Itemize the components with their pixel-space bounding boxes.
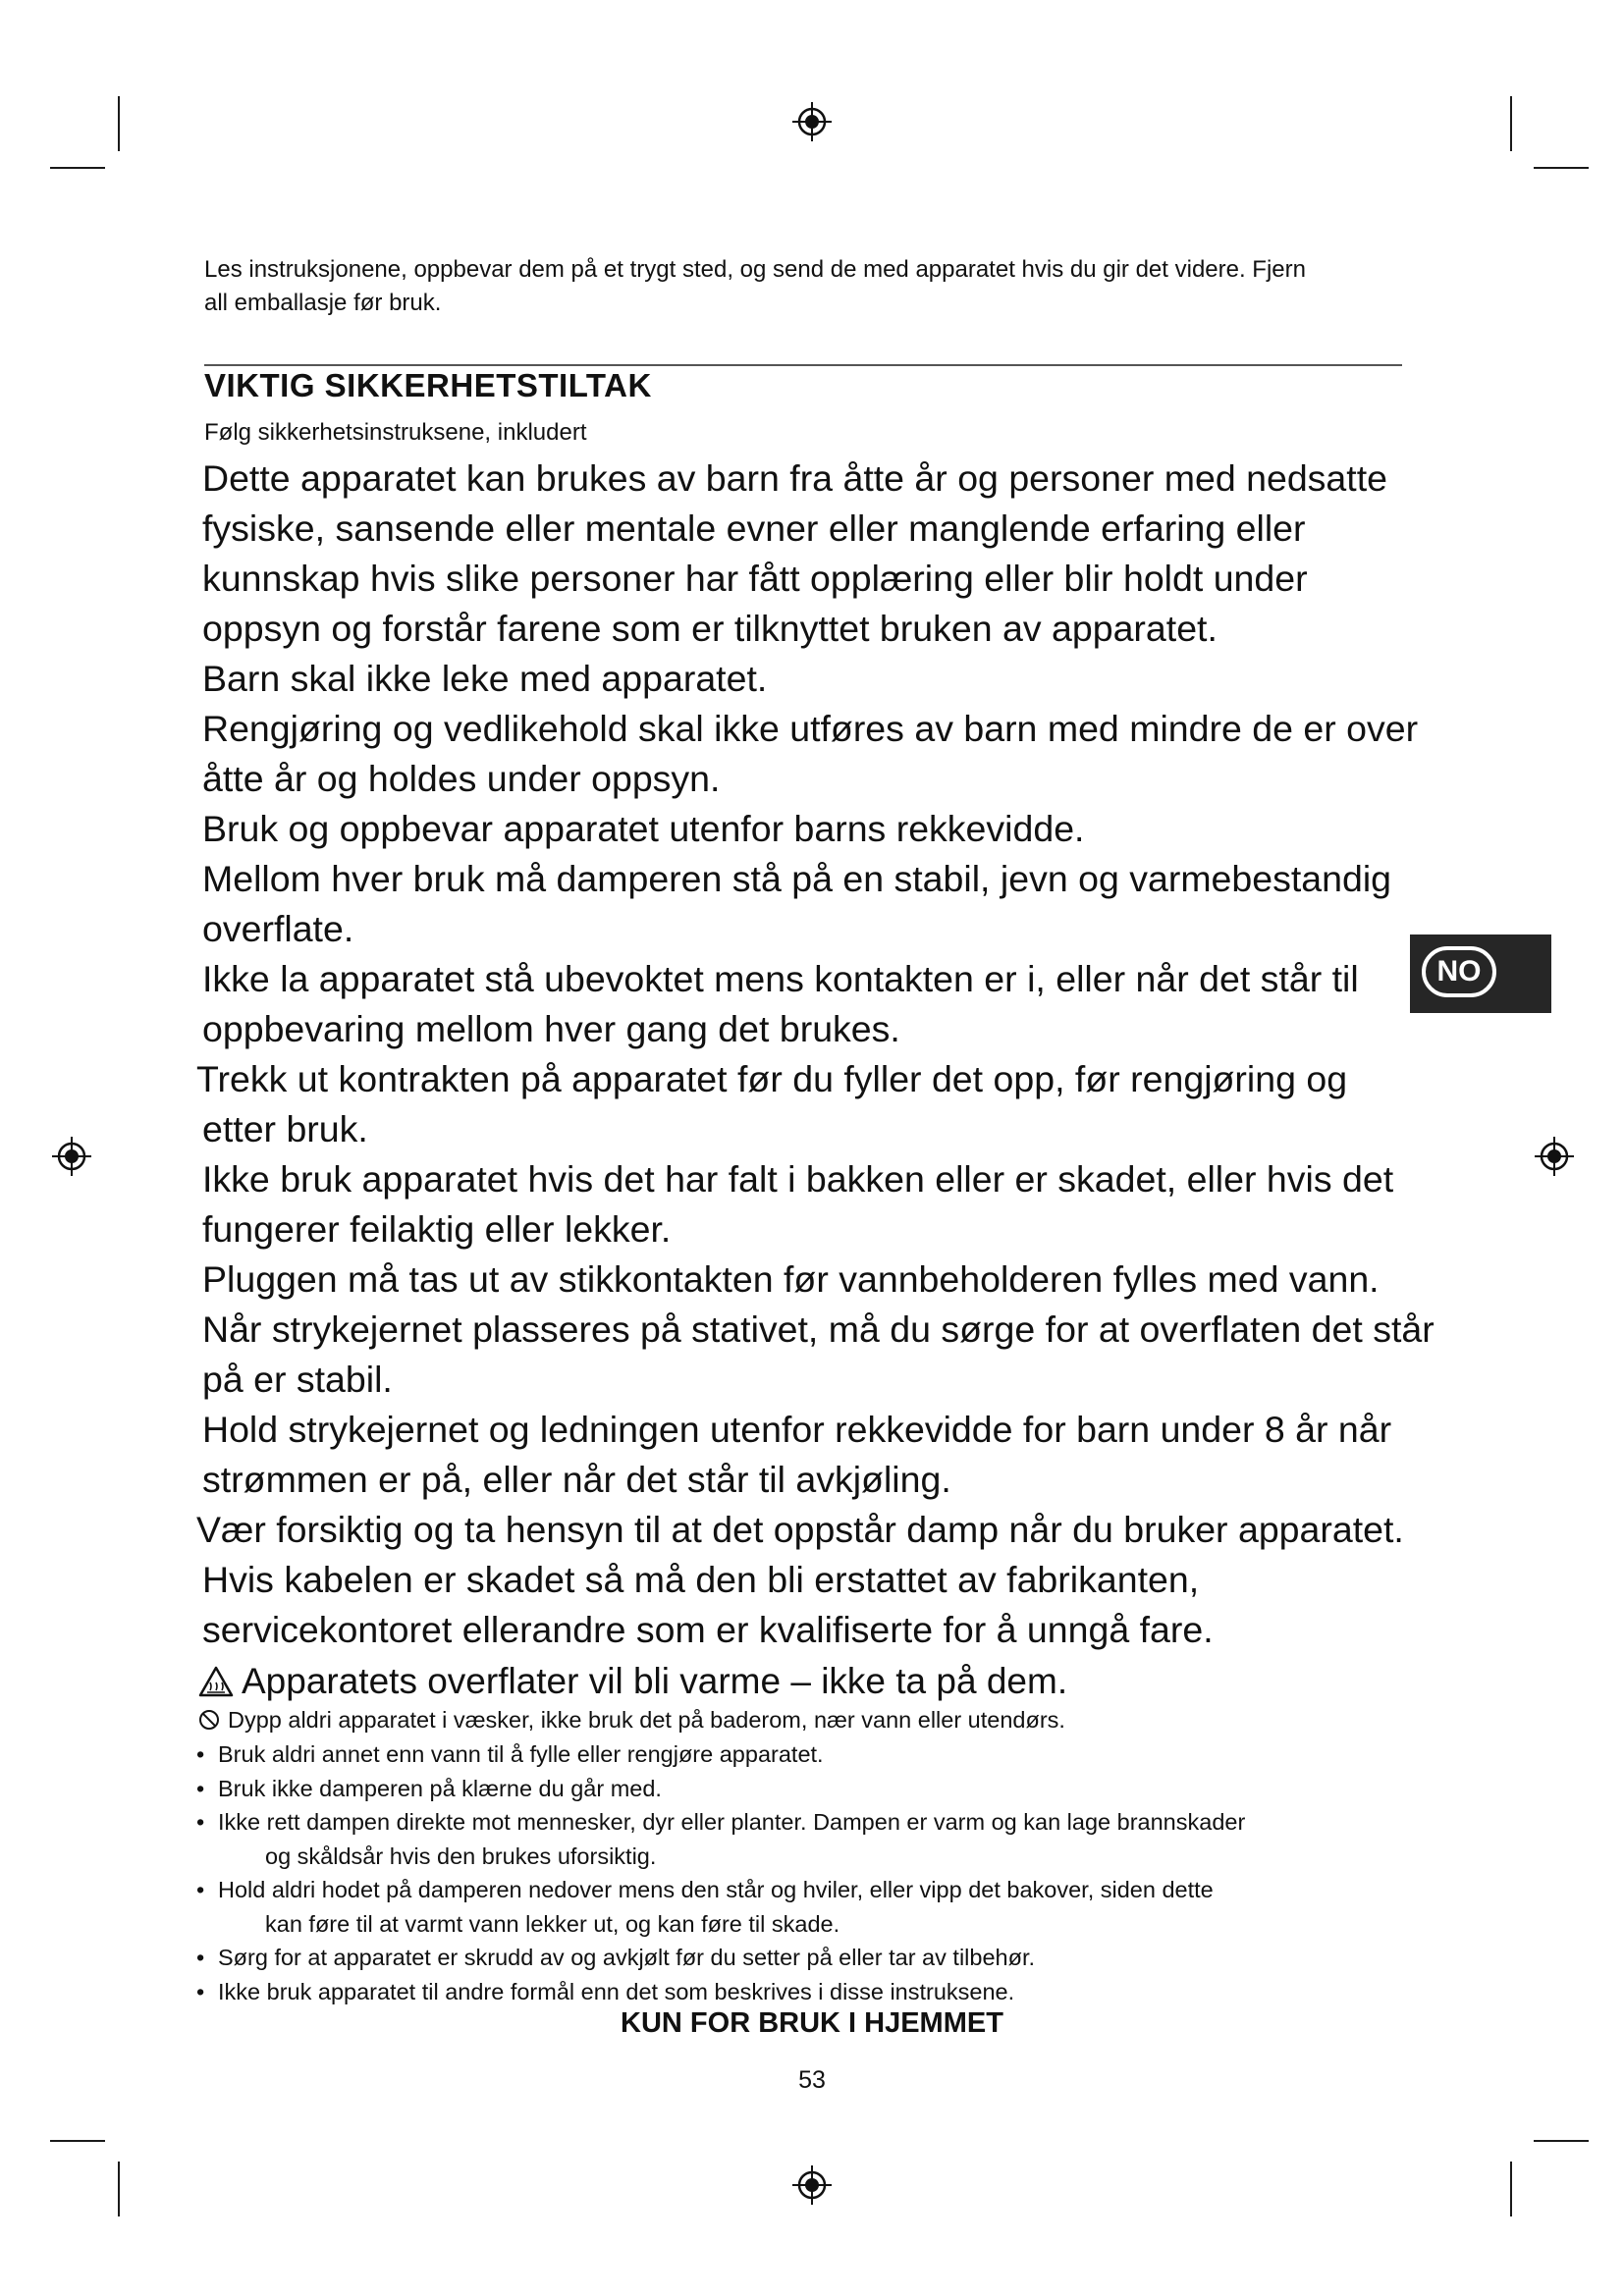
- large-instructions-list: [196, 454, 1439, 1655]
- intro-paragraph: [204, 253, 1402, 320]
- crop-mark-top-right-vertical: [1510, 96, 1512, 151]
- instruction-line: Vær forsiktig og ta hensyn til at det oppstår damp når du bruker apparatet.: [196, 1509, 1404, 1550]
- hot-surface-warning: [198, 1659, 1067, 1704]
- hot-surface-warning-icon: [198, 1666, 234, 1697]
- instruction-line: Ikke la apparatet stå ubevoktet mens kontakten er i, eller når det står til: [202, 958, 1359, 999]
- instruction-line: Mellom hver bruk må damperen stå på en stabil, jevn og varmebestandig: [202, 858, 1392, 899]
- list-item-text: Hold aldri hodet på damperen nedover mens den står og hviler, eller vipp det bakover, siden dette: [218, 1877, 1214, 1902]
- household-use-note: KUN FOR BRUK I HJEMMET: [621, 2007, 1003, 2039]
- instruction-line: åtte år og holdes under oppsyn.: [202, 758, 721, 799]
- registration-mark-icon: [791, 2164, 833, 2206]
- list-item-text: Ikke rett dampen direkte mot mennesker, dyr eller planter. Dampen er varm og kan lage brannskader: [218, 1809, 1246, 1835]
- registration-mark-icon: [1534, 1136, 1575, 1177]
- instruction-line: Barn skal ikke leke med apparatet.: [202, 658, 768, 699]
- instruction-line: servicekontoret ellerandre som er kvalifiserte for å unngå fare.: [202, 1609, 1214, 1650]
- instruction-line: Rengjøring og vedlikehold skal ikke utføres av barn med mindre de er over: [202, 708, 1419, 749]
- list-item-text: Bruk ikke damperen på klærne du går med.: [218, 1775, 662, 1801]
- instruction-line: oppbevaring mellom hver gang det brukes.: [202, 1008, 900, 1049]
- registration-mark-icon: [791, 101, 833, 142]
- section-heading: VIKTIG SIKKERHETSTILTAK: [204, 367, 652, 403]
- prohibition-note-text: Dypp aldri apparatet i væsker, ikke bruk det på baderom, nær vann eller utendørs.: [228, 1707, 1065, 1733]
- instruction-line: Bruk og oppbevar apparatet utenfor barns rekkevidde.: [202, 808, 1085, 849]
- page-number: 53: [798, 2066, 826, 2094]
- crop-mark-top-left-vertical: [118, 96, 120, 151]
- language-badge: NO: [1422, 946, 1496, 997]
- instruction-line: på er stabil.: [202, 1359, 393, 1400]
- instruction-line: Ikke bruk apparatet hvis det har falt i bakken eller er skadet, eller hvis det: [202, 1158, 1394, 1200]
- prohibition-icon: [198, 1709, 220, 1731]
- instruction-line: Når strykejernet plasseres på stativet, må du sørge for at overflaten det står: [202, 1308, 1435, 1350]
- list-item: [196, 1805, 1414, 1873]
- instruction-line: strømmen er på, eller når det står til avkjøling.: [202, 1459, 951, 1500]
- list-item: [196, 1975, 1414, 2009]
- hot-surface-warning-text: Apparatets overflater vil bli varme – ikke ta på dem.: [242, 1661, 1068, 1701]
- instruction-line: Dette apparatet kan brukes av barn fra åtte år og personer med nedsatte: [202, 457, 1387, 499]
- intro-line: all emballasje før bruk.: [204, 290, 442, 316]
- list-item: [196, 1873, 1414, 1941]
- list-item-continuation: kan føre til at varmt vann lekker ut, og kan føre til skade.: [265, 1910, 840, 1937]
- section-subheading: Følg sikkerhetsinstruksene, inkludert: [204, 419, 587, 446]
- instruction-line: etter bruk.: [202, 1108, 368, 1149]
- crop-mark-top-left-horizontal: [50, 167, 105, 169]
- list-item-text: Ikke bruk apparatet til andre formål enn det som beskrives i disse instruksene.: [218, 1978, 1015, 2004]
- crop-mark-bottom-right-horizontal: [1534, 2140, 1589, 2142]
- list-item-text: Sørg for at apparatet er skrudd av og avkjølt før du setter på eller tar av tilbehør.: [218, 1945, 1036, 1970]
- list-item: [196, 1737, 1414, 1772]
- instruction-line: Hvis kabelen er skadet så må den bli erstattet av fabrikanten,: [202, 1559, 1200, 1600]
- instruction-line: Pluggen må tas ut av stikkontakten før vannbeholderen fylles med vann.: [202, 1258, 1380, 1300]
- registration-mark-icon: [51, 1136, 92, 1177]
- prohibition-note: [198, 1704, 1065, 1735]
- intro-line: Les instruksjonene, oppbevar dem på et trygt sted, og send de med apparatet hvis du gir det videre. Fjern: [204, 256, 1306, 283]
- instruction-line: Hold strykejernet og ledningen utenfor rekkevidde for barn under 8 år når: [202, 1409, 1392, 1450]
- section-divider: [204, 364, 1402, 366]
- instruction-line: fysiske, sansende eller mentale evner eller manglende erfaring eller: [202, 507, 1306, 549]
- instruction-line: overflate.: [202, 908, 354, 949]
- instruction-line: oppsyn og forstår farene som er tilknyttet bruken av apparatet.: [202, 608, 1218, 649]
- crop-mark-bottom-left-horizontal: [50, 2140, 105, 2142]
- list-item: [196, 1772, 1414, 1806]
- crop-mark-bottom-right-vertical: [1510, 2162, 1512, 2216]
- instruction-line: Trekk ut kontrakten på apparatet før du fyller det opp, før rengjøring og: [196, 1058, 1348, 1099]
- crop-mark-top-right-horizontal: [1534, 167, 1589, 169]
- bullet-list: [196, 1737, 1414, 2008]
- instruction-line: fungerer feilaktig eller lekker.: [202, 1208, 672, 1250]
- list-item-continuation: og skåldsår hvis den brukes uforsiktig.: [265, 1842, 657, 1869]
- crop-mark-bottom-left-vertical: [118, 2162, 120, 2216]
- list-item: [196, 1941, 1414, 1975]
- list-item-text: Bruk aldri annet enn vann til å fylle eller rengjøre apparatet.: [218, 1741, 824, 1767]
- instruction-line: kunnskap hvis slike personer har fått opplæring eller blir holdt under: [202, 558, 1308, 599]
